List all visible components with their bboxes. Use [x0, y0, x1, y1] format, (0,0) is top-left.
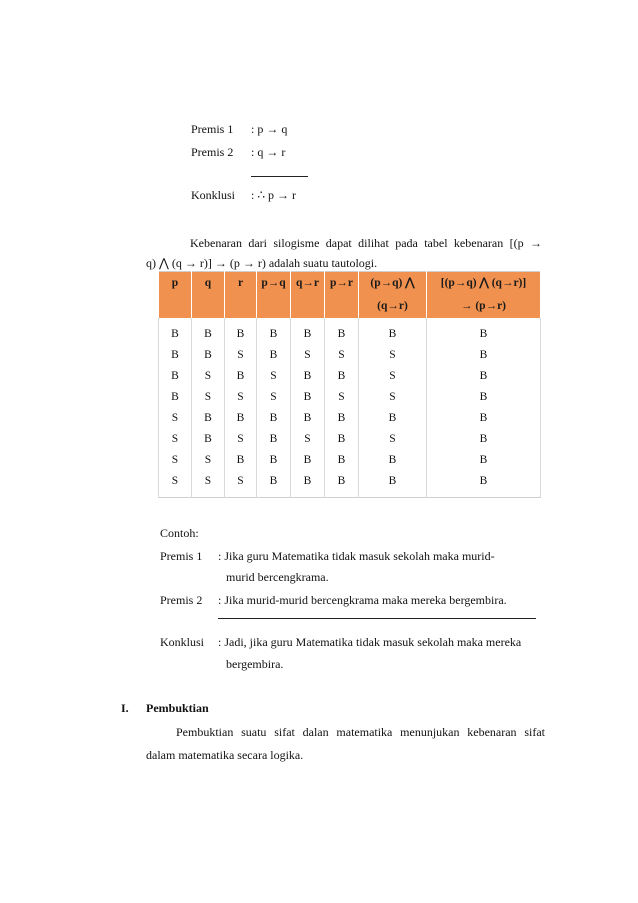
section-number: I.: [121, 701, 129, 715]
cell-q: B: [192, 408, 225, 429]
premis2-label: Premis 2: [191, 145, 234, 159]
cell-p-implies-q: B: [257, 345, 291, 366]
cell-r: B: [225, 366, 257, 387]
table-row: [159, 408, 541, 429]
section-title: Pembuktian: [146, 701, 209, 715]
truth-table: [158, 271, 541, 498]
cell-p-implies-r: B: [325, 429, 359, 450]
premis2-value: : q → r: [251, 145, 286, 159]
cell-q-implies-r: B: [291, 387, 325, 408]
cell-p-implies-q: B: [257, 318, 291, 345]
cell-p: S: [159, 408, 192, 429]
table-row: [159, 345, 541, 366]
contoh-premis2-line1: : Jika murid-murid bercengkrama maka mereka bergembira.: [218, 593, 507, 607]
header-q-implies-r: q→r: [291, 272, 325, 296]
header-conjunction-bottom: (q→r): [359, 295, 427, 318]
header-tautology-bottom: → (p→r): [427, 295, 541, 318]
premise-divider: [251, 176, 308, 177]
cell-tautology: B: [427, 366, 541, 387]
cell-p: B: [159, 345, 192, 366]
cell-p-implies-q: B: [257, 408, 291, 429]
header-p-implies-q: p→q: [257, 272, 291, 296]
cell-r: S: [225, 471, 257, 498]
cell-p-implies-r: S: [325, 387, 359, 408]
contoh-premis1-line1: : Jika guru Matematika tidak masuk sekolah maka murid-: [218, 549, 495, 563]
cell-conjunction: B: [359, 450, 427, 471]
header-pr-bottom: [325, 295, 359, 318]
header-tautology-top: [(p→q) ⋀ (q→r)]: [427, 272, 541, 296]
cell-p-implies-r: S: [325, 345, 359, 366]
cell-r: S: [225, 345, 257, 366]
section-para-line1: Pembuktian suatu sifat dalan matematika menunjukan kebenaran sifat: [176, 725, 545, 739]
cell-conjunction: S: [359, 366, 427, 387]
table-row: [159, 366, 541, 387]
cell-tautology: B: [427, 318, 541, 345]
contoh-konklusi-line2: bergembira.: [226, 657, 284, 671]
cell-r: B: [225, 318, 257, 345]
table-row: [159, 450, 541, 471]
cell-r: B: [225, 408, 257, 429]
table-row: [159, 471, 541, 498]
table-row: [159, 318, 541, 345]
cell-conjunction: B: [359, 318, 427, 345]
cell-q-implies-r: B: [291, 366, 325, 387]
contoh-title: Contoh:: [160, 526, 199, 540]
cell-q: S: [192, 387, 225, 408]
cell-q-implies-r: S: [291, 429, 325, 450]
cell-tautology: B: [427, 387, 541, 408]
header-r: r: [225, 272, 257, 296]
cell-r: B: [225, 450, 257, 471]
cell-tautology: B: [427, 429, 541, 450]
contoh-premis1-label: Premis 1: [160, 549, 203, 563]
cell-tautology: B: [427, 345, 541, 366]
cell-p-implies-q: B: [257, 471, 291, 498]
cell-conjunction: S: [359, 387, 427, 408]
cell-p-implies-r: B: [325, 471, 359, 498]
cell-p: B: [159, 366, 192, 387]
cell-conjunction: S: [359, 345, 427, 366]
table-row: [159, 429, 541, 450]
cell-tautology: B: [427, 408, 541, 429]
cell-p-implies-r: B: [325, 366, 359, 387]
cell-q: S: [192, 450, 225, 471]
header-p-bottom: [159, 295, 192, 318]
cell-conjunction: S: [359, 429, 427, 450]
premis1-label: Premis 1: [191, 122, 234, 136]
table-row: [159, 387, 541, 408]
cell-q: B: [192, 429, 225, 450]
cell-q-implies-r: S: [291, 345, 325, 366]
cell-p: B: [159, 318, 192, 345]
cell-r: S: [225, 429, 257, 450]
cell-q-implies-r: B: [291, 471, 325, 498]
contoh-premis2-label: Premis 2: [160, 593, 203, 607]
cell-p-implies-r: B: [325, 318, 359, 345]
cell-tautology: B: [427, 450, 541, 471]
cell-r: S: [225, 387, 257, 408]
contoh-konklusi-line1: : Jadi, jika guru Matematika tidak masuk sekolah maka mereka: [218, 635, 522, 649]
cell-p-implies-q: S: [257, 387, 291, 408]
konklusi-value: : ∴ p → r: [251, 188, 296, 202]
cell-q: S: [192, 366, 225, 387]
cell-p: B: [159, 387, 192, 408]
cell-q: B: [192, 345, 225, 366]
cell-p: S: [159, 429, 192, 450]
header-pq-bottom: [257, 295, 291, 318]
cell-conjunction: B: [359, 408, 427, 429]
cell-p: S: [159, 471, 192, 498]
cell-p-implies-q: B: [257, 450, 291, 471]
cell-q-implies-r: B: [291, 318, 325, 345]
cell-p-implies-q: S: [257, 366, 291, 387]
section-para-line2: dalam matematika secara logika.: [146, 748, 304, 762]
contoh-divider: [218, 618, 536, 619]
cell-p-implies-q: B: [257, 429, 291, 450]
premis1-value: : p → q: [251, 122, 288, 136]
konklusi-label: Konklusi: [191, 188, 236, 202]
truth-table-header-row: [159, 272, 541, 296]
header-p-implies-r: p→r: [325, 272, 359, 296]
cell-p-implies-r: B: [325, 450, 359, 471]
cell-q-implies-r: B: [291, 408, 325, 429]
header-q-bottom: [192, 295, 225, 318]
cell-q: S: [192, 471, 225, 498]
intro-line-1: Kebenaran dari silogisme dapat dilihat pada tabel kebenaran [(p →: [190, 236, 542, 250]
cell-q: B: [192, 318, 225, 345]
contoh-premis1-line2: murid bercengkrama.: [226, 570, 329, 584]
cell-conjunction: B: [359, 471, 427, 498]
cell-q-implies-r: B: [291, 450, 325, 471]
cell-tautology: B: [427, 471, 541, 498]
cell-p: S: [159, 450, 192, 471]
header-r-bottom: [225, 295, 257, 318]
header-p: p: [159, 272, 192, 296]
contoh-konklusi-label: Konklusi: [160, 635, 205, 649]
cell-p-implies-r: B: [325, 408, 359, 429]
header-q: q: [192, 272, 225, 296]
header-qr-bottom: [291, 295, 325, 318]
truth-table-header-row-2: [159, 295, 541, 318]
intro-line-2: q) ⋀ (q → r)] → (p → r) adalah suatu tautologi.: [146, 256, 378, 270]
header-conjunction-top: (p→q) ⋀: [359, 272, 427, 296]
